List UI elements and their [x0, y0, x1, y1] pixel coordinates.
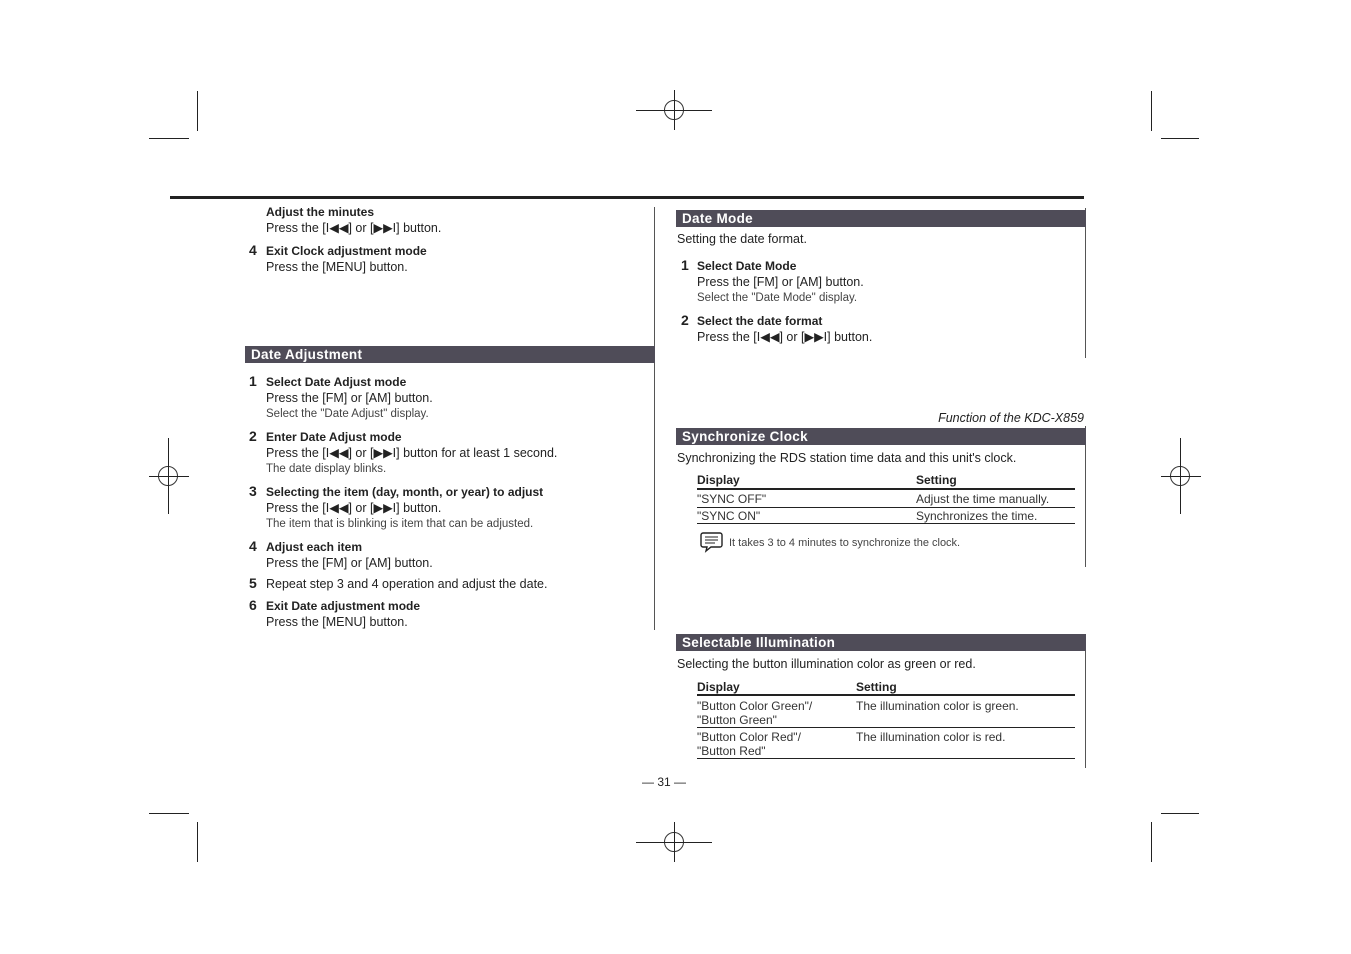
step-text: Press the [I◀◀] or [▶▶I] button. — [697, 330, 873, 344]
step-heading: Select Date Mode — [697, 259, 797, 273]
step-number: 1 — [681, 257, 689, 273]
step-text: Press the [FM] or [AM] button. — [266, 556, 433, 570]
step-note: The item that is blinking is item that can be adjusted. — [266, 518, 534, 530]
crop-mark — [1151, 822, 1152, 862]
step-heading: Adjust the minutes — [266, 205, 375, 219]
step-text: Press the [FM] or [AM] button. — [266, 391, 433, 405]
step-number: 6 — [249, 597, 257, 613]
section-title-date-adjustment: Date Adjustment — [245, 346, 655, 363]
step-heading: Exit Clock adjustment mode — [266, 244, 427, 258]
step-number: 5 — [249, 575, 257, 591]
table-cell: The illumination color is green. — [856, 699, 1019, 713]
step-number: 1 — [249, 373, 257, 389]
section-title-synchronize-clock: Synchronize Clock — [676, 428, 1086, 445]
step-note: Select the "Date Mode" display. — [697, 292, 858, 304]
section-intro: Setting the date format. — [677, 232, 807, 246]
step-heading: Adjust each item — [266, 540, 363, 554]
column-header-display: Display — [697, 473, 740, 487]
table-cell: Adjust the time manually. — [916, 492, 1050, 506]
step-number: 4 — [249, 538, 257, 554]
column-header-setting: Setting — [856, 680, 897, 694]
column-rule — [1085, 634, 1086, 768]
section-title-selectable-illumination: Selectable Illumination — [676, 634, 1086, 651]
column-rule — [654, 207, 655, 630]
crop-mark — [1161, 813, 1199, 814]
step-heading: Exit Date adjustment mode — [266, 599, 421, 613]
step-text: Press the [FM] or [AM] button. — [697, 275, 864, 289]
crop-mark — [197, 91, 198, 131]
step-text: Press the [I◀◀] or [▶▶I] button. — [266, 501, 442, 515]
step-text: Press the [MENU] button. — [266, 260, 408, 274]
step-number: 4 — [249, 242, 257, 258]
step-number: 2 — [681, 312, 689, 328]
header-rule — [170, 196, 1084, 199]
table-cell: "SYNC OFF" — [697, 492, 767, 506]
step-text: Press the [I◀◀] or [▶▶I] button for at least 1 second. — [266, 446, 558, 460]
step-note: Select the "Date Adjust" display. — [266, 408, 429, 420]
section-intro: Synchronizing the RDS station time data and this unit's clock. — [677, 451, 1017, 465]
table-cell: "Button Red" — [697, 744, 766, 758]
step-note: The date display blinks. — [266, 463, 387, 475]
step-heading: Select the date format — [697, 314, 823, 328]
page-number: — 31 — — [641, 775, 686, 789]
table-cell: "Button Color Red"/ — [697, 730, 801, 744]
crop-mark — [149, 813, 189, 814]
table-cell: Synchronizes the time. — [916, 509, 1038, 523]
step-heading: Selecting the item (day, month, or year) to adjust — [266, 485, 544, 499]
note-text: It takes 3 to 4 minutes to synchronize the clock. — [729, 537, 961, 549]
step-number: 3 — [249, 483, 257, 499]
table-cell: "Button Color Green"/ — [697, 699, 813, 713]
column-rule — [1085, 426, 1086, 567]
step-text: Press the [I◀◀] or [▶▶I] button. — [266, 221, 442, 235]
section-title-date-mode: Date Mode — [676, 210, 1086, 227]
section-intro: Selecting the button illumination color as green or red. — [677, 657, 976, 671]
column-rule — [1085, 208, 1086, 358]
note-icon — [700, 531, 724, 553]
step-heading: Enter Date Adjust mode — [266, 430, 402, 444]
step-text: Press the [MENU] button. — [266, 615, 408, 629]
crop-mark — [149, 138, 189, 139]
column-header-setting: Setting — [916, 473, 957, 487]
table-cell: The illumination color is red. — [856, 730, 1006, 744]
crop-mark — [197, 822, 198, 862]
table-cell: "Button Green" — [697, 713, 777, 727]
step-text: Repeat step 3 and 4 operation and adjust the date. — [266, 577, 548, 591]
table-cell: "SYNC ON" — [697, 509, 761, 523]
step-number: 2 — [249, 428, 257, 444]
crop-mark — [1161, 138, 1199, 139]
step-heading: Select Date Adjust mode — [266, 375, 407, 389]
crop-mark — [1151, 91, 1152, 131]
column-header-display: Display — [697, 680, 740, 694]
function-note: Function of the KDC-X859 — [938, 411, 1084, 425]
